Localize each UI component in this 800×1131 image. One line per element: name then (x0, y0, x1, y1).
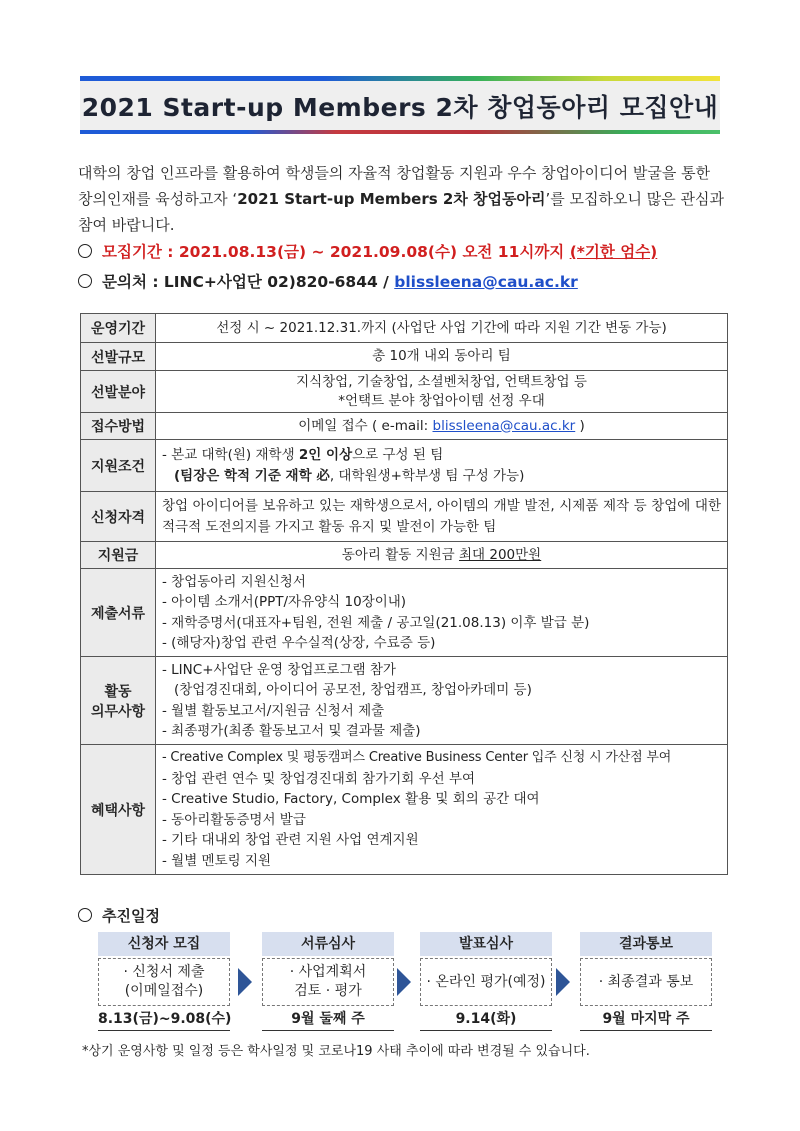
submit-email-link[interactable]: blissleena@cau.ac.kr (432, 417, 576, 434)
step-1-box (98, 958, 230, 1006)
step-3-box (420, 958, 552, 1006)
row-header: 제출서류 (81, 569, 156, 657)
list-item: - 최종평가(최종 활동보고서 및 결과물 제출) (162, 723, 421, 739)
intro-text-1: 대학의 창업 인프라를 활용하여 학생들의 자율적 창업활동 지원과 우수 창업아이디어 발굴을 통한 창의인재를 육성하고자 ‘ (78, 164, 711, 208)
deadline-note: (*기한 엄수) (569, 243, 658, 261)
list-item: - Creative Studio, Factory, Complex 활용 및 회의 공간 대여 (162, 791, 540, 807)
list-item: - 아이템 소개서(PPT/자유양식 10장이내) (162, 594, 407, 610)
table-row (81, 413, 728, 440)
table-row (81, 569, 728, 657)
arrow-right-icon (556, 968, 570, 996)
banner-top-stripe (80, 76, 720, 81)
row-header: 혜택사항 (81, 745, 156, 875)
row-value (156, 569, 728, 657)
step-3-line-1: · 온라인 평가(예정) (426, 973, 546, 990)
table-row (81, 343, 728, 371)
list-item: - LINC+사업단 운영 창업프로그램 참가 (162, 661, 396, 678)
submit-method-close: ) (575, 417, 585, 434)
list-item: - 창업동아리 지원신청서 (162, 573, 306, 590)
arrow-right-icon (238, 968, 252, 996)
step-1-line-1: · 신청서 제출 (123, 964, 205, 980)
step-3-head: 발표심사 (420, 932, 552, 956)
intro-paragraph (78, 160, 726, 238)
step-2-line-2: 검토 · 평가 (294, 983, 362, 999)
list-item: - Creative Complex 및 평동캠퍼스 Creative Business Center 입주 신청 시 가산점 부여 (162, 750, 672, 765)
contact-label: 문의처 : LINC+사업단 02)820-6844 / (102, 273, 395, 291)
step-2-line-1: · 사업계획서 (289, 964, 367, 980)
step-4-box (580, 958, 712, 1006)
submit-method-text: 이메일 접수 ( e-mail: (298, 417, 433, 434)
row-header: 신청자격 (81, 492, 156, 542)
list-item: - 재학증명서(대표자+팀원, 전원 제출 / 공고일(21.08.13) 이후 발급 분) (162, 614, 590, 631)
row-value: 선정 시 ~ 2021.12.31.까지 (사업단 사업 기간에 따라 지원 기간 변동 가능) (156, 314, 728, 343)
row-header-line-2: 의무사항 (90, 703, 146, 720)
condition-line-2 (162, 466, 727, 487)
recruit-period-line (78, 240, 657, 262)
step-1-date: 8.13(금)~9.08(수) (98, 1007, 230, 1031)
row-header: 지원조건 (81, 440, 156, 492)
circle-bullet-icon (78, 244, 92, 258)
list-item: - 동아리활동증명서 발급 (162, 811, 306, 828)
condition-text: 으로 구성 된 팀 (352, 447, 444, 463)
list-item: - 기타 대내외 창업 관련 지원 사업 연계지원 (162, 832, 419, 848)
table-row (81, 657, 728, 745)
step-4-date: 9월 마지막 주 (580, 1007, 712, 1031)
row-value (156, 440, 728, 492)
list-item: (창업경진대회, 아이디어 공모전, 창업캠프, 창업아카데미 등) (174, 682, 532, 698)
row-header: 선발분야 (81, 371, 156, 413)
condition-text: - 본교 대학(원) 재학생 (162, 447, 299, 463)
row-header: 운영기간 (81, 314, 156, 343)
page-title: 2021 Start-up Members 2차 창업동아리 모집안내 (81, 93, 719, 122)
row-header: 선발규모 (81, 343, 156, 371)
condition-text: , 대학원생+학부생 팀 구성 가능) (329, 467, 525, 484)
step-2-head: 서류심사 (262, 932, 394, 956)
row-value (156, 657, 728, 745)
list-item: - 월별 활동보고서/지원금 신청서 제출 (162, 702, 385, 719)
condition-bold: 2인 이상 (298, 447, 353, 463)
step-1-line-2: (이메일접수) (124, 983, 204, 999)
row-header (81, 657, 156, 745)
condition-bold: (팀장은 학적 기준 재학 必 (174, 467, 330, 484)
table-row (81, 542, 728, 569)
table-row (81, 371, 728, 413)
info-table (80, 313, 728, 875)
field-line-2: *언택트 분야 창업아이템 선정 우대 (338, 392, 545, 409)
row-value (156, 745, 728, 875)
intro-program-name: 2021 Start-up Members 2차 창업동아리 (237, 190, 546, 208)
step-1-head: 신청자 모집 (98, 932, 230, 956)
grant-amount: 최대 200만원 (458, 546, 542, 563)
contact-line (78, 270, 578, 292)
step-4-head: 결과통보 (580, 932, 712, 956)
arrow-right-icon (397, 968, 411, 996)
circle-bullet-icon (78, 908, 92, 922)
recruit-period: 모집기간 : 2021.08.13(금) ~ 2021.09.08(수) 오전 11시까지 (102, 243, 570, 261)
schedule-title: 추진일정 (102, 907, 160, 925)
title-banner (80, 76, 720, 134)
row-value (156, 413, 728, 440)
step-4-line-1: · 최종결과 통보 (598, 973, 694, 990)
step-2-date: 9월 둘째 주 (262, 1007, 394, 1031)
list-item: - (해당자)창업 관련 우수실적(상장, 수료증 등) (162, 635, 436, 651)
row-value (156, 371, 728, 413)
schedule-note: *상기 운영사항 및 일정 등은 학사일정 및 코로나19 사태 추이에 따라 변경될 수 있습니다. (82, 1044, 590, 1059)
table-row (81, 314, 728, 343)
condition-line-1 (162, 445, 727, 466)
field-line-1: 지식창업, 기술창업, 소셜벤처창업, 언택트창업 등 (296, 373, 587, 390)
table-row (81, 492, 728, 542)
table-row (81, 440, 728, 492)
row-value: 총 10개 내외 동아리 팀 (156, 343, 728, 371)
row-value: 창업 아이디어를 보유하고 있는 재학생으로서, 아이템의 개발 발전, 시제품 제작 등 창업에 대한 적극적 도전의지를 가지고 활동 유지 및 발전이 가능한 팀 (156, 492, 728, 542)
intro-text-2: ’를 모집하오니 많은 관심과 참여 바랍니다. (78, 190, 724, 234)
step-3-date: 9.14(화) (420, 1007, 552, 1031)
grant-text: 동아리 활동 지원금 (341, 546, 459, 563)
list-item: - 월별 멘토링 지원 (162, 852, 272, 869)
banner-bottom-stripe (80, 130, 720, 134)
row-header: 접수방법 (81, 413, 156, 440)
step-2-box (262, 958, 394, 1006)
row-value (156, 542, 728, 569)
list-item: - 창업 관련 연수 및 창업경진대회 참가기회 우선 부여 (162, 770, 476, 787)
table-row (81, 745, 728, 875)
schedule-heading (78, 905, 160, 926)
circle-bullet-icon (78, 274, 92, 288)
row-header: 지원금 (81, 542, 156, 569)
row-header-line-1: 활동 (104, 683, 132, 700)
contact-email-link[interactable]: blissleena@cau.ac.kr (394, 273, 578, 291)
